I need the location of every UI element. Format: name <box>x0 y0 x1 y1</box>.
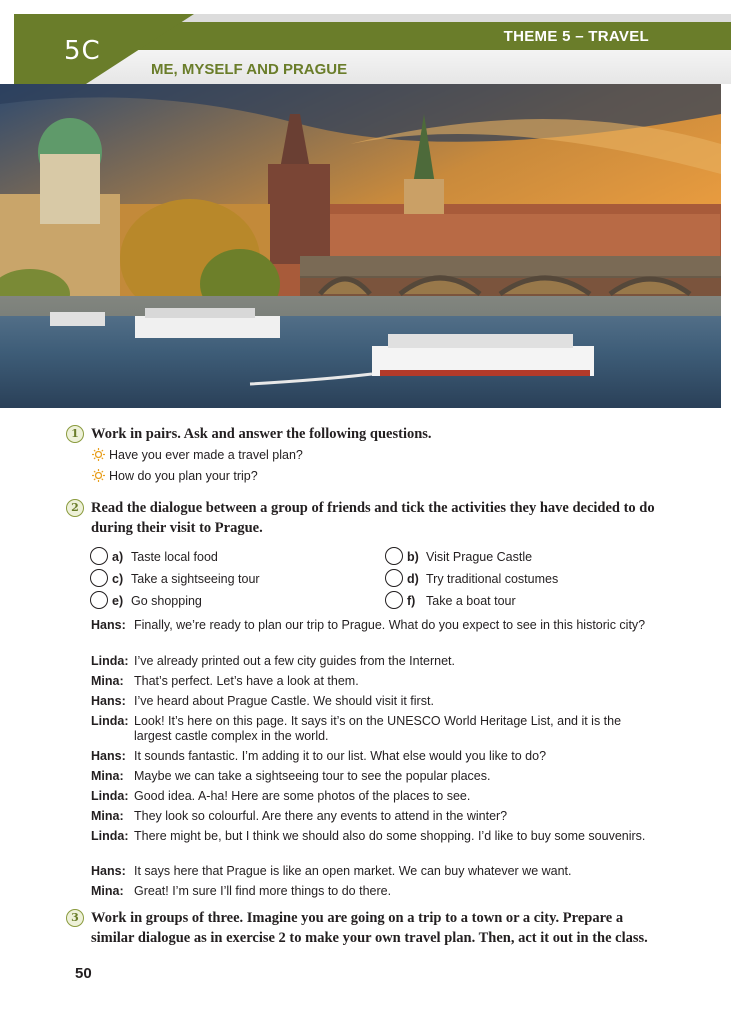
tick-circle[interactable] <box>385 591 403 609</box>
line-text: It sounds fantastic. I’m adding it to our list. What else would you like to do? <box>134 749 547 763</box>
question-text: How do you plan your trip? <box>109 469 258 483</box>
speaker: Mina: <box>91 769 124 783</box>
list-item <box>92 446 303 467</box>
line-text: Maybe we can take a sightseeing tour to see the popular places. <box>134 769 491 783</box>
unit-code: 5C <box>64 36 101 66</box>
speaker: Hans: <box>91 618 126 632</box>
line-text: Look! It’s here on this page. It says it’s on the UNESCO World Heritage List, and it is the largest castle complex in the world. <box>134 714 622 743</box>
speaker: Linda: <box>91 714 129 728</box>
tick-circle[interactable] <box>385 547 403 565</box>
exercise-instruction: Work in pairs. Ask and answer the following questions. <box>91 426 432 442</box>
sun-bullet-icon <box>92 448 105 461</box>
speaker: Mina: <box>91 809 124 823</box>
exercise-instruction: Work in groups of three. Imagine you are going on a trip to a town or a city. Prepare a similar dialogue as in exercise 2 to make your own travel plan. Then, act it out in the class. <box>91 910 648 946</box>
speaker: Hans: <box>91 749 126 763</box>
speaker: Mina: <box>91 674 124 688</box>
list-item <box>92 467 303 488</box>
theme-title: THEME 5 – TRAVEL <box>503 28 649 45</box>
line-text: Good idea. A-ha! Here are some photos of the places to see. <box>134 789 471 803</box>
line-text: It says here that Prague is like an open market. We can buy whatever we want. <box>134 864 572 878</box>
speaker: Hans: <box>91 694 126 708</box>
speaker: Mina: <box>91 884 124 898</box>
line-text: Great! I’m sure I’ll find more things to do there. <box>134 884 392 898</box>
lesson-title: ME, MYSELF AND PRAGUE <box>151 61 348 78</box>
question-text: Have you ever made a travel plan? <box>109 448 303 462</box>
page-number: 50 <box>75 965 92 982</box>
tick-circle[interactable] <box>385 569 403 587</box>
line-text: They look so colourful. Are there any events to attend in the winter? <box>134 809 508 823</box>
line-text: I’ve already printed out a few city guides from the Internet. <box>134 654 456 668</box>
tick-circle[interactable] <box>90 591 108 609</box>
tick-circle[interactable] <box>90 547 108 565</box>
line-text: I’ve heard about Prague Castle. We should visit it first. <box>134 694 434 708</box>
speaker: Linda: <box>91 789 129 803</box>
sun-bullet-icon <box>92 469 105 482</box>
exercise-instruction: Read the dialogue between a group of friends and tick the activities they have decided to do during their visit to Prague. <box>91 500 655 536</box>
tick-circle[interactable] <box>90 569 108 587</box>
speaker: Linda: <box>91 654 129 668</box>
exercise-number: 3 <box>66 909 84 927</box>
prague-photo <box>0 84 721 408</box>
line-text: That’s perfect. Let’s have a look at them. <box>134 674 359 688</box>
speaker: Hans: <box>91 864 126 878</box>
exercise-number: 2 <box>66 499 84 517</box>
speaker: Linda: <box>91 829 129 843</box>
exercise-number: 1 <box>66 425 84 443</box>
line-text: There might be, but I think we should also do some shopping. I’d like to buy some souvenirs. <box>134 829 646 843</box>
line-text: Finally, we’re ready to plan our trip to Prague. What do you expect to see in this historic city? <box>134 618 646 632</box>
question-list <box>92 446 303 488</box>
